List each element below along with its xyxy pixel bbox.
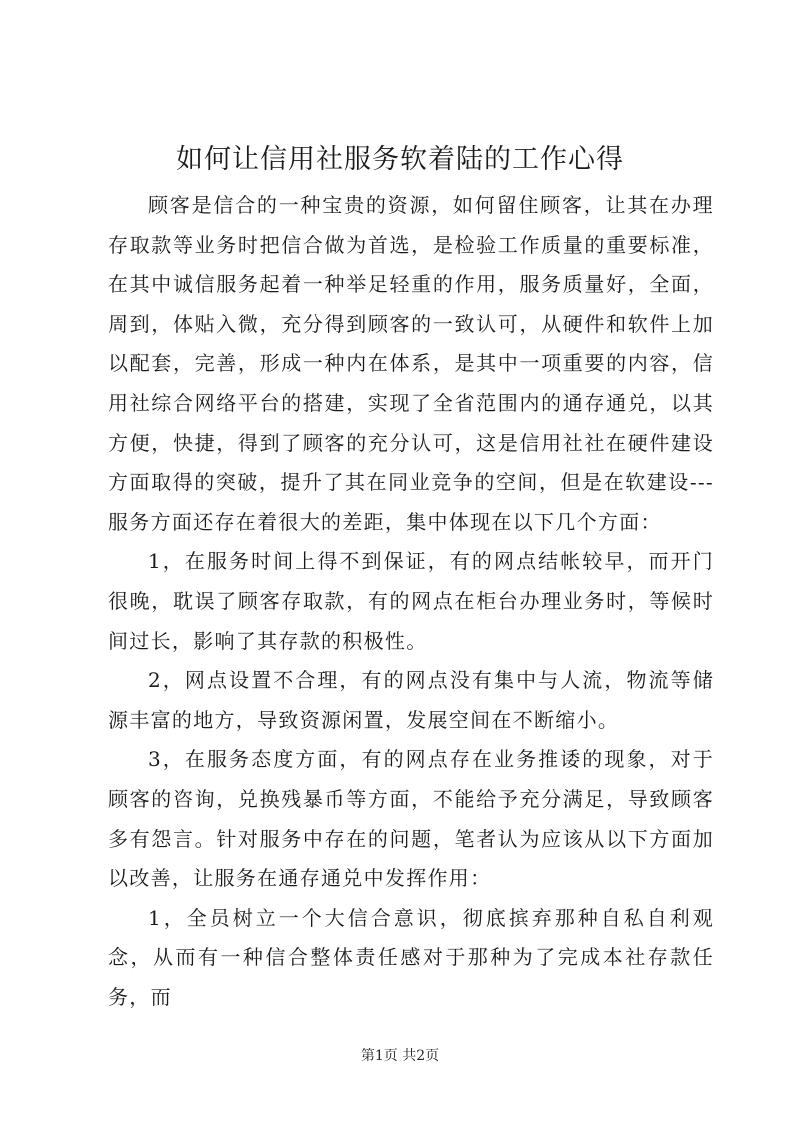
- paragraph-intro: 顾客是信合的一种宝贵的资源，如何留住顾客，让其在办理存取款等业务时把信合做为首选，是检验工作质量的重要标准，在其中诚信服务起着一种举足轻重的作用，服务质量好，全面，周到，体贴入微，充分得到顾客的一致认可，从硬件和软件上加以配套，完善，形成一种内在体系，是其中一项重要的内容，信用社综合网络平台的搭建，实现了全省范围内的通存通兑，以其方便，快捷，得到了顾客的充分认可，这是信用社社在硬件建设方面取得的突破，提升了其在同业竞争的空间，但是在软建设---服务方面还存在着很大的差距，集中体现在以下几个方面：: [108, 193, 714, 534]
- document-title: 如何让信用社服务软着陆的工作心得: [176, 144, 624, 175]
- page-number-footer: 第1页 共2页: [360, 1048, 440, 1064]
- paragraph-point-3: 3，在服务态度方面，有的网点存在业务推诿的现象，对于顾客的咨询，兑换残暴币等方面，不能给予充分满足，导致顾客多有怨言。针对服务中存在的问题，笔者认为应该从以下方面加以改善，让服务在通存通兑中发挥作用：: [108, 747, 714, 891]
- paragraph-measure-1: 1，全员树立一个大信合意识，彻底摈弃那种自私自利观念，从而有一种信合整体责任感对于那种为了完成本社存款任务，而: [108, 905, 714, 1009]
- paragraph-point-2: 2，网点设置不合理，有的网点没有集中与人流，物流等储源丰富的地方，导致资源闲置，发展空间在不断缩小。: [108, 668, 714, 732]
- paragraph-point-1: 1，在服务时间上得不到保证，有的网点结帐较早，而开门很晚，耽误了顾客存取款，有的网点在柜台办理业务时，等候时间过长，影响了其存款的积极性。: [108, 549, 714, 653]
- document-body: [108, 186, 714, 1017]
